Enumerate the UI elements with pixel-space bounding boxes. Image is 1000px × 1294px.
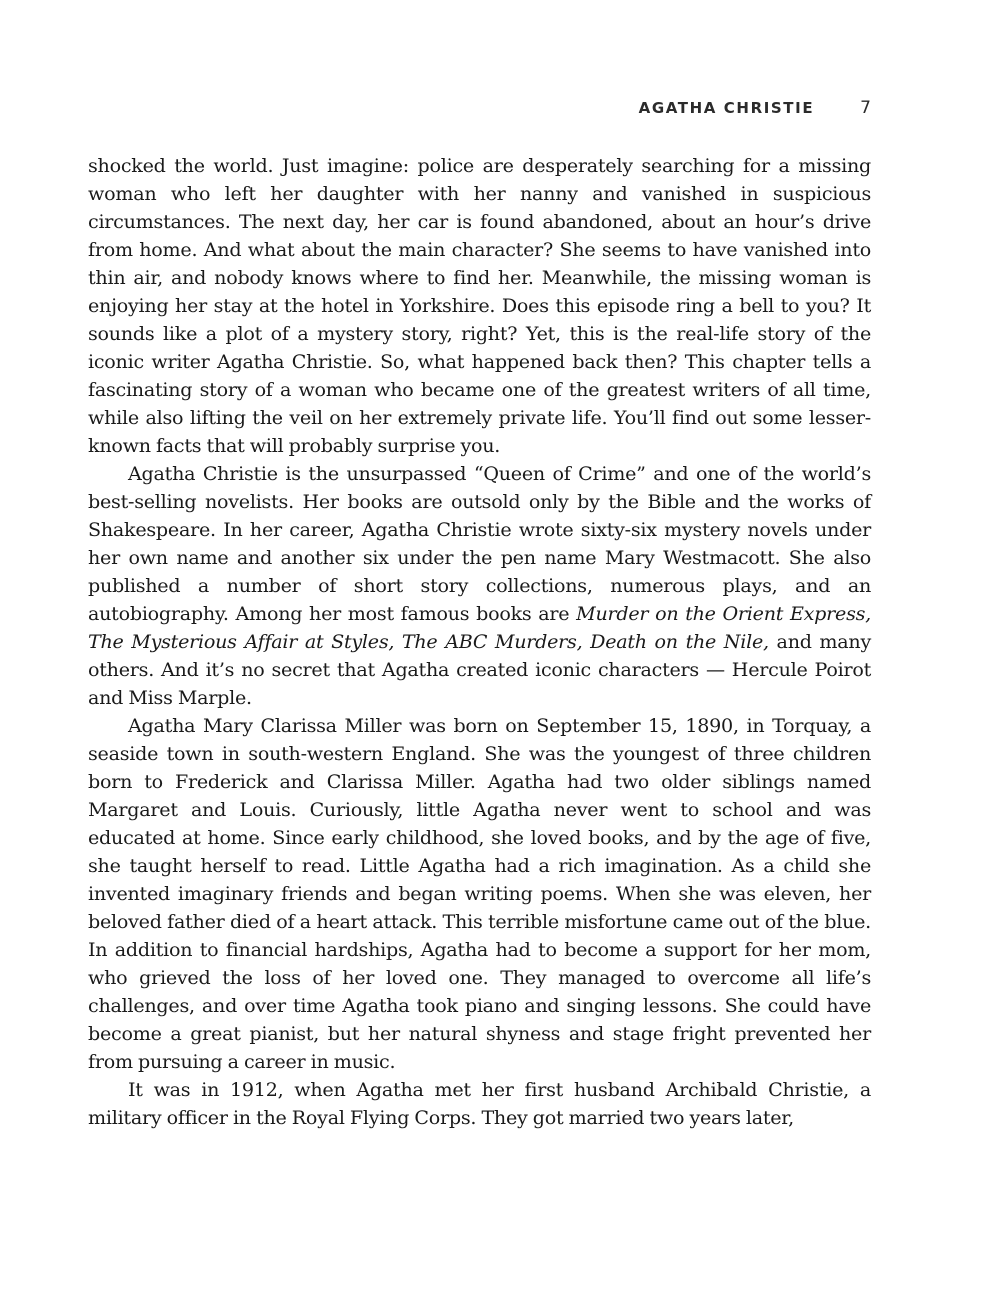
running-title: AGATHA CHRISTIE	[638, 99, 815, 117]
paragraph-2-text-end: and many others. And it’s no secret that Agatha created iconic characters — Hercule Poirot and Miss Marple.	[88, 630, 871, 709]
paragraph-3: Agatha Mary Clarissa Miller was born on September 15, 1890, in Torquay, a seaside town in south-western England. She was the youngest of three children born to Frederick and Clarissa Miller. Agatha had two older siblings named Margaret and Louis. Curiously, little Agatha never went to school and was educated at home. Since early childhood, she loved books, and by the age of five, she taught herself to read. Little Agatha had a rich imagination. As a child she invented imaginary friends and began writing poems. When she was eleven, her beloved father died of a heart attack. This terrible misfortune came out of the blue. In addition to financial hardships, Agatha had to become a support for her mom, who grieved the loss of her loved one. They managed to overcome all life’s challenges, and over time Agatha took piano and singing lessons. She could have become a great pianist, but her natural shyness and stage fright prevented her from pursuing a career in music.	[88, 714, 871, 1073]
book-page	[88, 0, 871, 1294]
page-number: 7	[860, 98, 871, 118]
running-header	[639, 96, 871, 120]
paragraph-2	[88, 460, 871, 712]
book-titles-italic: Murder on the Orient Express, The Mysterious Affair at Styles, The ABC Murders, Death on the Nile,	[88, 602, 872, 653]
body-text	[88, 152, 871, 1132]
paragraph-1: shocked the world. Just imagine: police are desperately searching for a missing woman who left her daughter with her nanny and vanished in suspicious circumstances. The next day, her car is found abandoned, about an hour’s drive from home. And what about the main character? She seems to have vanished into thin air, and nobody knows where to find her. Meanwhile, the missing woman is enjoying her stay at the hotel in Yorkshire. Does this episode ring a bell to you? It sounds like a plot of a mystery story, right? Yet, this is the real-life story of the iconic writer Agatha Christie. So, what happened back then? This chapter tells a fascinating story of a woman who became one of the greatest writers of all time, while also lifting the veil on her extremely private life. You’ll find out some lesser-known facts that will probably surprise you.	[88, 154, 871, 457]
paragraph-2-text-start: Agatha Christie is the unsurpassed “Queen of Crime” and one of the world’s best-selling novelists. Her books are outsold only by the Bible and the works of Shakespeare. In her career, Agatha Christie wrote sixty-six mystery novels under her own name and another six under the pen name Mary Westmacott. She also published a number of short story collections, numerous plays, and an autobiography. Among her most famous books are	[88, 462, 871, 625]
paragraph-4: It was in 1912, when Agatha met her first husband Archibald Christie, a military officer in the Royal Flying Corps. They got married two years later,	[88, 1078, 871, 1129]
